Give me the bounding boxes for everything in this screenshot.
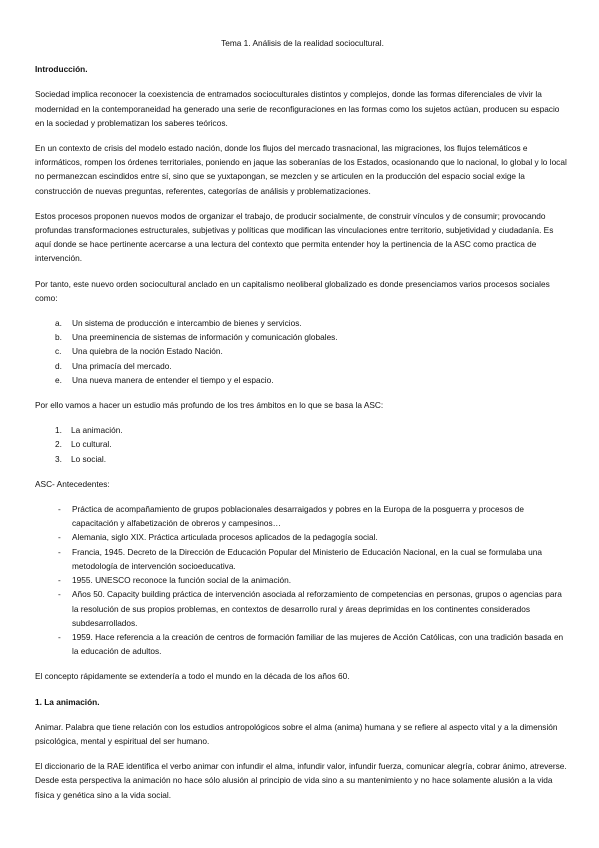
document-body [35, 36, 570, 813]
list-marker: b. [55, 332, 62, 343]
list-item [35, 545, 570, 573]
list-item [35, 316, 570, 330]
list-item-text: Una primacía del mercado. [72, 360, 172, 371]
list-item-text: Francia, 1945. Decreto de la Dirección de Educación Popular del Ministerio de Educación Nacional, en la cual se formulaba una metodología de intervención socioeducativa. [72, 546, 542, 571]
list-item [35, 373, 570, 387]
list-item-text: Años 50. Capacity building práctica de intervención asociada al reforzamiento de competencias en personas, grupos o agencias para la resolución de sus propios problemas, en contextos de desarrollo rural y áreas deprimidas en los continentes considerados subdesarrollados. [72, 589, 562, 628]
list-item-text: Práctica de acompañamiento de grupos poblacionales desarraigados y pobres en la Europa de la posguerra y procesos de capacitación y alfabetización de obreros y campesinos… [72, 504, 525, 529]
list-item-text: Lo cultural. [71, 439, 112, 450]
list-item-text: Una preeminencia de sistemas de información y comunicación globales. [72, 332, 338, 343]
list-item-text: Una nueva manera de entender el tiempo y el espacio. [72, 374, 274, 385]
list-marker: a. [55, 318, 62, 329]
paragraph: El diccionario de la RAE identifica el verbo animar con infundir el alma, infundir valor, infundir fuerza, comunicar alegría, cobrar ánimo, atreverse. Desde esta perspectiva la animación no hace sólo alusión al principio de vida sino a su mantenimiento y no hace solamente alusión a la vida física y genética sino a la vida social. [35, 761, 567, 800]
list-marker: c. [55, 346, 62, 357]
paragraph: Estos procesos proponen nuevos modos de organizar el trabajo, de producir socialmente, de construir vínculos y de consumir; provocando profundas transformaciones estructurales, subjetivas y políticas que modifican las vinculaciones entre territorio, subjetividad y ciudadanía. Es aquí donde se hace pertinente acercarse a una lectura del contexto que permita entender hoy la pertinencia de la ASC como practica de intervención. [35, 210, 554, 264]
list-item [35, 502, 570, 530]
list-item-text: Un sistema de producción e intercambio de bienes y servicios. [72, 318, 302, 329]
list-marker: - [58, 575, 61, 586]
list-item-text: La animación. [71, 425, 123, 436]
list-item [35, 423, 570, 437]
list-marker: d. [55, 360, 62, 371]
list-marker: - [58, 504, 61, 515]
dash-list [35, 502, 570, 658]
paragraph: Por ello vamos a hacer un estudio más profundo de los tres ámbitos en lo que se basa la ASC: [35, 400, 384, 411]
page-title: Tema 1. Análisis de la realidad sociocultural. [221, 38, 384, 48]
list-item-text: Lo social. [71, 453, 107, 464]
list-item-text: 1955. UNESCO reconoce la función social de la animación. [72, 575, 292, 586]
intro-heading: Introducción. [35, 64, 88, 75]
list-marker: 1. [55, 425, 62, 436]
paragraph: Sociedad implica reconocer la coexistencia de entramados socioculturales distintos y complejos, donde las formas diferenciales de vivir la modernidad en la contemporaneidad ha generado una serie de reconfiguraciones en las formas como los sujetos actúan, producen su espacio en la sociedad y problematizan los saberes teóricos. [35, 89, 560, 128]
list-item-text: Alemania, siglo XIX. Práctica articulada procesos aplicados de la pedagogía social. [72, 532, 378, 543]
list-item [35, 530, 570, 544]
list-item [35, 437, 570, 451]
list-marker: - [58, 631, 61, 642]
list-item [35, 452, 570, 466]
list-item [35, 359, 570, 373]
paragraph: Por tanto, este nuevo orden sociocultural anclado en un capitalismo neoliberal globalizado es donde presenciamos varios procesos sociales como: [35, 278, 550, 303]
paragraph: Animar. Palabra que tiene relación con los estudios antropológicos sobre el alma (anima) humana y se refiere al aspecto vital y a la dimensión psicológica, mental y espiritual del ser humano. [35, 721, 558, 746]
numbered-list [35, 423, 570, 466]
list-item [35, 330, 570, 344]
animation-heading: 1. La animación. [35, 696, 100, 707]
list-marker: - [58, 589, 61, 600]
list-item-text: Una quiebra de la noción Estado Nación. [72, 346, 223, 357]
list-marker: 3. [55, 453, 62, 464]
list-item [35, 587, 570, 630]
section-heading: ASC- Antecedentes: [35, 478, 110, 489]
list-marker: - [58, 532, 61, 543]
paragraph: En un contexto de crisis del modelo estado nación, donde los flujos del mercado trasnacional, las migraciones, los flujos telemáticos e informáticos, rompen los órdenes territoriales, poniendo en jaque las soberanías de los Estados, ocasionando que lo nacional, lo global y lo local no permanezcan escindidos entre sí, sino que se yuxtapongan, se mezclen y se articulen en la producción del espacio social exige la construcción de nuevas preguntas, referentes, categorías de análisis y problematizaciones. [35, 143, 567, 196]
list-item [35, 344, 570, 358]
paragraph: El concepto rápidamente se extendería a todo el mundo en la década de los años 60. [35, 671, 350, 682]
alpha-list [35, 316, 570, 387]
list-marker: e. [55, 374, 62, 385]
list-marker: 2. [55, 439, 62, 450]
list-marker: - [58, 546, 61, 557]
list-item [35, 573, 570, 587]
list-item-text: 1959. Hace referencia a la creación de centros de formación familiar de las mujeres de Acción Católicas, con una tradición basada en la educación de adultos. [72, 631, 564, 657]
list-item [35, 630, 570, 658]
